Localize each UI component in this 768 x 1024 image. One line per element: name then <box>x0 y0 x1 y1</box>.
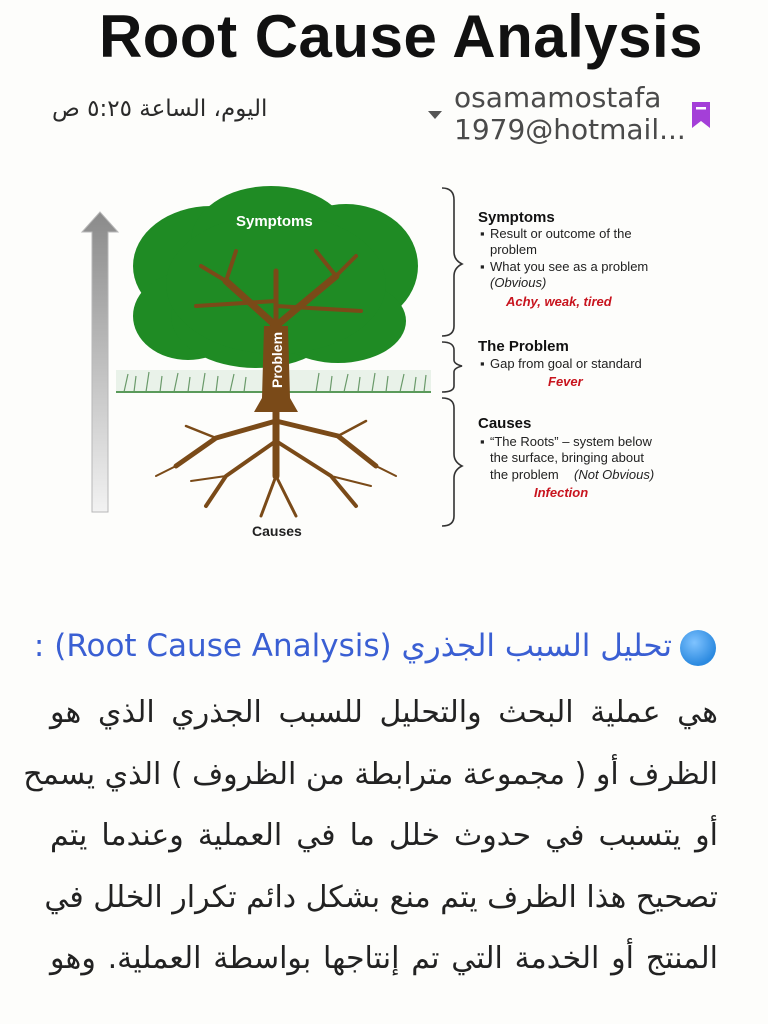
example-text: Achy, weak, tired <box>506 294 612 309</box>
bullet-text: (Not Obvious) <box>574 467 655 482</box>
bullet-text: (Obvious) <box>490 275 547 290</box>
section-title: Causes <box>478 415 532 432</box>
bullet-text: “The Roots” – system below <box>490 434 652 449</box>
example-text: Fever <box>548 374 583 389</box>
section-brackets <box>442 188 462 526</box>
bullet-text: Result or outcome of the <box>490 226 632 241</box>
upward-arrow-icon <box>82 212 118 512</box>
bookmark-icon[interactable] <box>690 100 712 130</box>
bullet-marker: ▪ <box>480 356 485 371</box>
tree-roots <box>156 408 396 516</box>
article-body <box>23 682 718 990</box>
bullet-text: problem <box>490 242 537 257</box>
tree-bottom-label: Causes <box>252 523 302 539</box>
tree-top-label: Symptoms <box>236 213 313 230</box>
section-title: The Problem <box>478 338 569 355</box>
post-date: اليوم، الساعة ٥:٢٥ ص <box>52 96 268 122</box>
bullet-marker: ▪ <box>480 226 485 241</box>
bullet-text: the surface, bringing about <box>490 450 644 465</box>
author-line-2: 1979@hotmail... <box>454 113 686 146</box>
article-line: الظرف أو ( مجموعة مترابطة من الظروف ) الذي يسمح <box>23 756 718 792</box>
author-line-1: osamamostafa <box>454 81 662 114</box>
causes-section <box>478 415 654 500</box>
section-title: Symptoms <box>478 209 555 226</box>
article-line: تصحيح هذا الظرف يتم منع بشكل دائم تكرار الخلل في <box>44 879 718 915</box>
symptoms-section <box>478 209 648 309</box>
bullet-marker: ▪ <box>480 259 485 274</box>
trunk-label: Problem <box>269 331 285 388</box>
bullet-marker: ▪ <box>480 434 485 449</box>
example-text: Infection <box>534 485 589 500</box>
caret-down-icon[interactable] <box>426 108 444 122</box>
problem-section <box>478 338 642 389</box>
blue-circle-icon <box>680 630 716 666</box>
bullet-text: the problem <box>490 467 559 482</box>
page-title: Root Cause Analysis <box>98 3 704 70</box>
section-heading-text: تحليل السبب الجذري (Root Cause Analysis) : <box>33 628 672 664</box>
bullet-text: What you see as a problem <box>490 259 649 274</box>
root-cause-diagram <box>76 176 696 548</box>
author-name[interactable] <box>454 82 686 146</box>
article-line: أو يتسبب في حدوث خلل ما في العملية وعندما يتم <box>50 818 718 853</box>
article-line: المنتج أو الخدمة التي تم إنتاجها بواسطة العملية. وهو <box>50 941 718 976</box>
bullet-text: Gap from goal or standard <box>490 356 642 371</box>
article-line: هي عملية البحث والتحليل للسبب الجذري الذي هو <box>50 695 718 730</box>
section-heading <box>34 628 716 666</box>
